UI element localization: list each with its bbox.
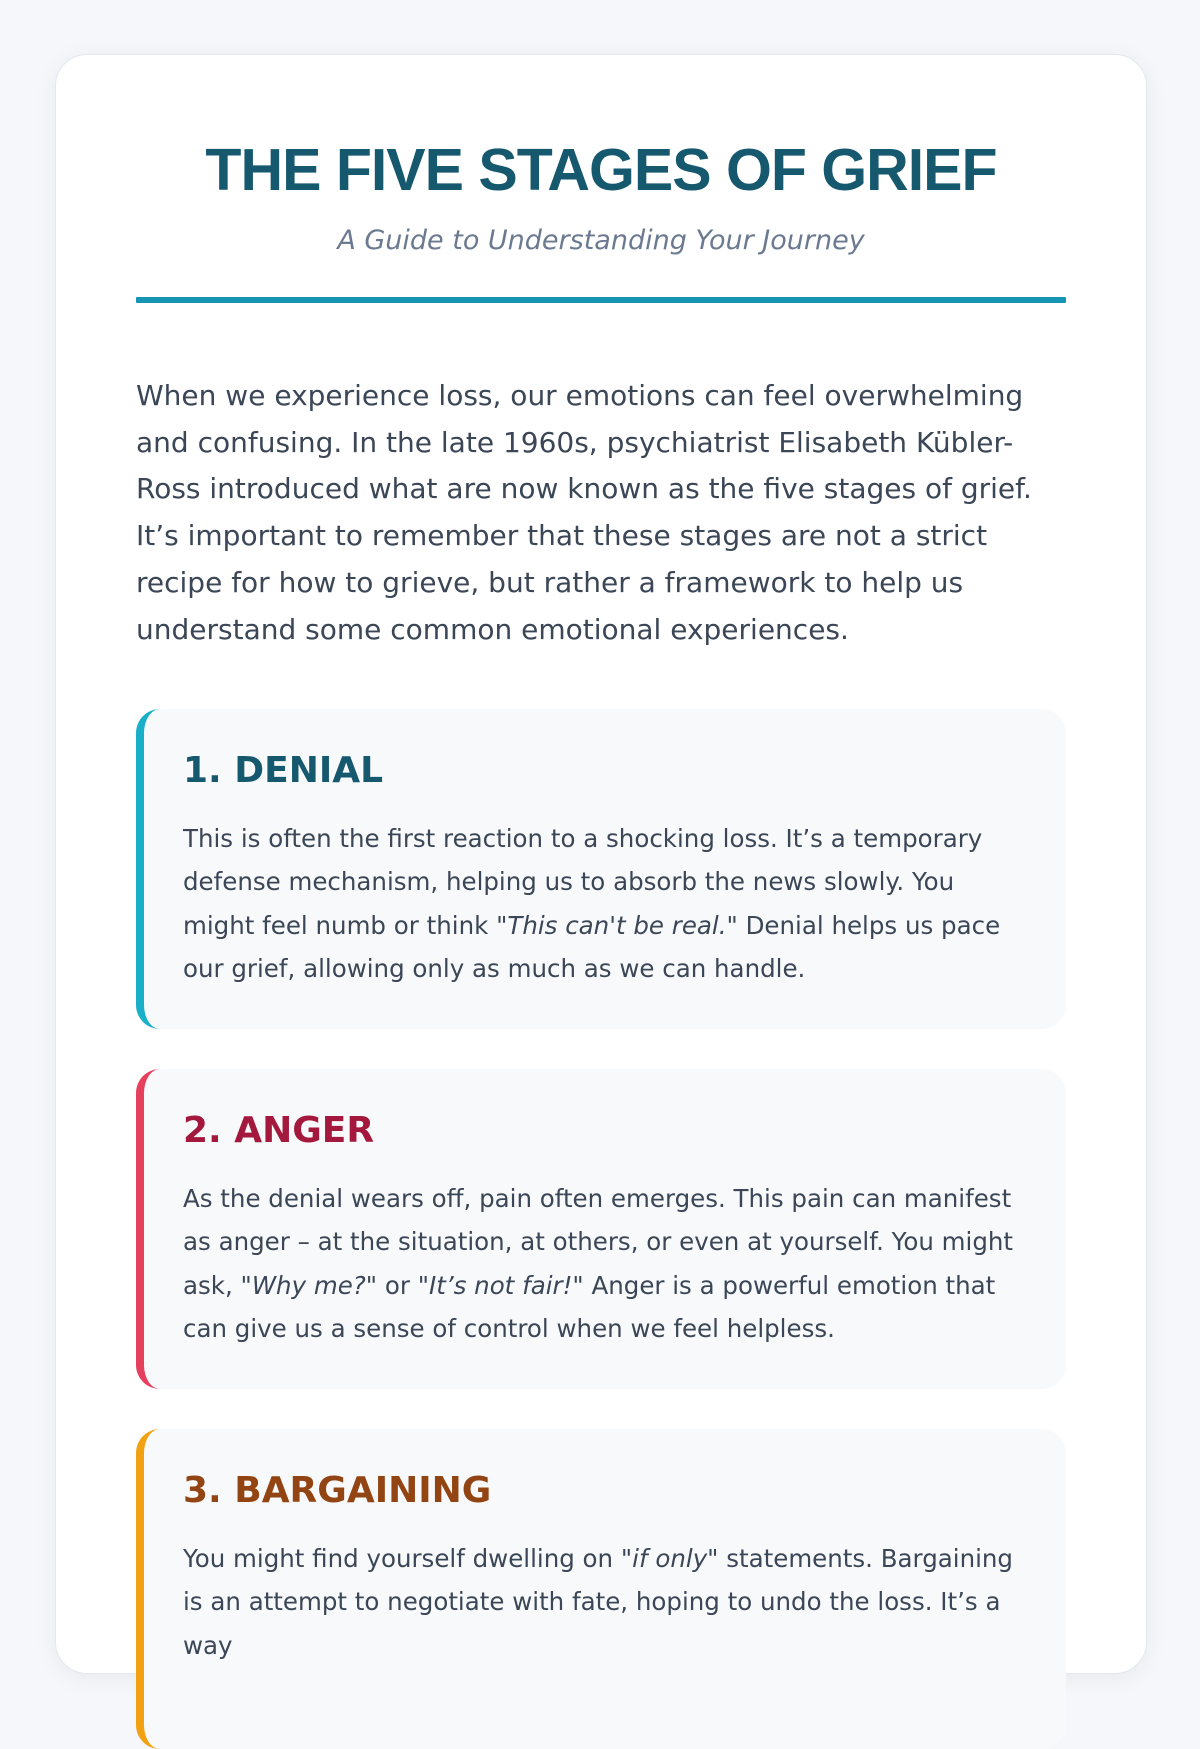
page-title: THE FIVE STAGES OF GRIEF — [205, 137, 997, 203]
stage-heading-denial: 1. DENIAL — [183, 750, 384, 791]
stage-card-bargaining — [136, 1429, 1066, 1749]
stage-card-denial — [136, 709, 1066, 1029]
content-card — [55, 54, 1147, 1674]
intro-paragraph: When we experience loss, our emotions can feel overwhelming and confusing. In the late 1960s, psychiatrist Elisabeth Kübler-Ross introduced what are now known as the five stages of grief. It’s important to remember that these stages are not a strict recipe for how to grieve, but rather a framework to help us understand some common emotional experiences. — [136, 379, 1032, 646]
stage-card-anger — [136, 1069, 1066, 1389]
stage-text-denial: This is often the first reaction to a shocking loss. It’s a temporary defense mechanism, helping us to absorb the news slowly. You might feel numb or think "This can't be real." Denial helps us pace our grief, allowing only as much as we can handle. — [183, 824, 1001, 983]
stage-heading-anger: 2. ANGER — [183, 1110, 375, 1151]
stage-text-bargaining: You might find yourself dwelling on "if only" statements. Bargaining is an attempt to negotiate with fate, hoping to undo the loss. It’s a way — [183, 1544, 1013, 1660]
stage-text-anger: As the denial wears off, pain often emerges. This pain can manifest as anger – at the situation, at others, or even at yourself. You might ask, "Why me?" or "It’s not fair!" Anger is a powerful emotion that can give us a sense of control when we feel helpless. — [183, 1184, 1014, 1343]
title-divider — [136, 297, 1066, 303]
stage-heading-bargaining: 3. BARGAINING — [183, 1470, 492, 1511]
page-subtitle: A Guide to Understanding Your Journey — [337, 225, 865, 256]
